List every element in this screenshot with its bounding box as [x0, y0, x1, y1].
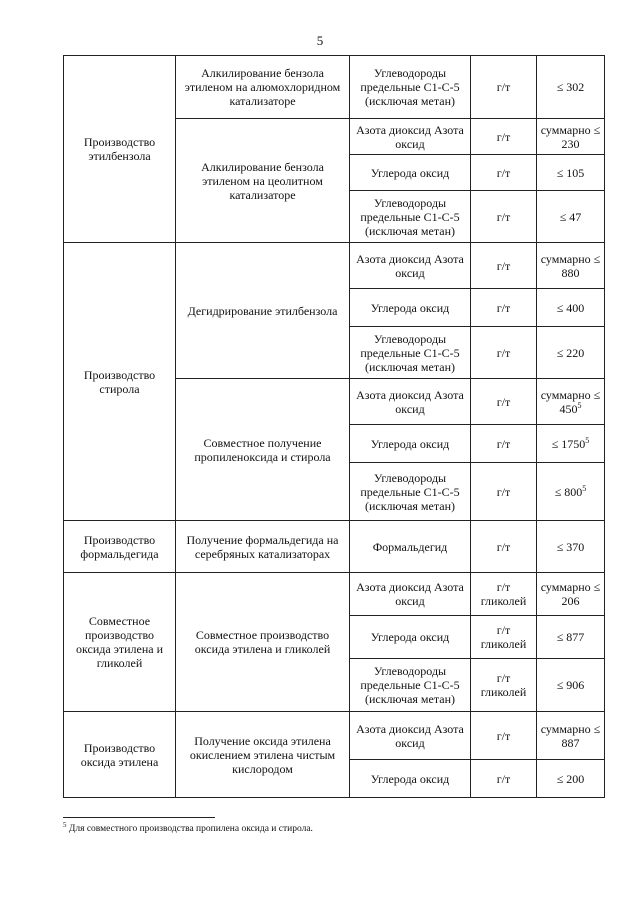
value-cell: ≤ 906 [537, 659, 605, 712]
value-cell: суммарно ≤ 887 [537, 712, 605, 760]
production-cell: Производство формальдегида [64, 521, 176, 573]
value-cell: ≤ $1750^5$ [537, 425, 605, 463]
substance-cell: Углерода оксид [350, 760, 471, 798]
process-cell: Совместное производство оксида этилена и гликолей [176, 573, 350, 712]
table-row [64, 712, 605, 760]
substance-cell: Углерода оксид [350, 425, 471, 463]
substance-cell: Углеводороды предельные С1-С-5 (исключая метан) [350, 659, 471, 712]
substance-cell: Формальдегид [350, 521, 471, 573]
production-cell: Производство этилбензола [64, 56, 176, 243]
substance-cell: Азота диоксид Азота оксид [350, 573, 471, 616]
table-row [64, 56, 605, 119]
value-cell: суммарно ≤ 230 [537, 119, 605, 155]
value-cell: ≤ 302 [537, 56, 605, 119]
value-cell: суммарно ≤ 206 [537, 573, 605, 616]
value-cell: ≤ 877 [537, 616, 605, 659]
substance-cell: Азота диоксид Азота оксид [350, 243, 471, 289]
table-row [64, 243, 605, 289]
value-cell: суммарно ≤ $450^5$ [537, 379, 605, 425]
unit-cell: г/т [471, 327, 537, 379]
substance-cell: Углеводороды предельные С1-С-5 (исключая метан) [350, 327, 471, 379]
unit-cell: г/т [471, 712, 537, 760]
value-cell: ≤ 370 [537, 521, 605, 573]
value-cell: суммарно ≤ 880 [537, 243, 605, 289]
substance-cell: Углерода оксид [350, 289, 471, 327]
process-cell: Алкилирование бензола этиленом на алюмохлоридном катализаторе [176, 56, 350, 119]
process-cell: Алкилирование бензола этиленом на цеолитном катализаторе [176, 119, 350, 243]
footnote-rule [63, 817, 215, 818]
production-cell: Производство оксида этилена [64, 712, 176, 798]
unit-cell: г/т [471, 155, 537, 191]
page-number: 5 [316, 33, 324, 48]
emissions-table [63, 55, 605, 798]
production-cell: Производство стирола [64, 243, 176, 521]
unit-cell: г/т [471, 379, 537, 425]
footnote [63, 820, 313, 834]
value-cell: ≤ 47 [537, 191, 605, 243]
value-cell: ≤ 220 [537, 327, 605, 379]
unit-cell: г/т [471, 463, 537, 521]
substance-cell: Углеводороды предельные С1-С-5 (исключая метан) [350, 56, 471, 119]
production-cell: Совместное производство оксида этилена и гликолей [64, 573, 176, 712]
unit-cell: г/т [471, 760, 537, 798]
substance-cell: Углеводороды предельные С1-С-5 (исключая метан) [350, 463, 471, 521]
unit-cell: г/т [471, 119, 537, 155]
unit-cell: г/т [471, 56, 537, 119]
unit-cell: г/т [471, 191, 537, 243]
table-row [64, 573, 605, 616]
footnote-mark: 5 [63, 820, 67, 829]
substance-cell: Углерода оксид [350, 155, 471, 191]
value-cell: ≤ 400 [537, 289, 605, 327]
unit-cell: г/т [471, 425, 537, 463]
substance-cell: Азота диоксид Азота оксид [350, 379, 471, 425]
value-cell: ≤ 200 [537, 760, 605, 798]
process-cell: Дегидрирование этилбензола [176, 243, 350, 379]
process-cell: Совместное получение пропиленоксида и стирола [176, 379, 350, 521]
substance-cell: Углерода оксид [350, 616, 471, 659]
substance-cell: Азота диоксид Азота оксид [350, 119, 471, 155]
footnote-text: Для совместного производства пропилена оксида и стирола. [68, 824, 313, 834]
unit-cell: г/т гликолей [471, 573, 537, 616]
process-cell: Получение оксида этилена окислением этилена чистым кислородом [176, 712, 350, 798]
table-row [64, 521, 605, 573]
process-cell: Получение формальдегида на серебряных катализаторах [176, 521, 350, 573]
unit-cell: г/т [471, 521, 537, 573]
unit-cell: г/т гликолей [471, 616, 537, 659]
unit-cell: г/т [471, 289, 537, 327]
substance-cell: Углеводороды предельные С1-С-5 (исключая метан) [350, 191, 471, 243]
substance-cell: Азота диоксид Азота оксид [350, 712, 471, 760]
unit-cell: г/т [471, 243, 537, 289]
value-cell: ≤ $800^5$ [537, 463, 605, 521]
value-cell: ≤ 105 [537, 155, 605, 191]
unit-cell: г/т гликолей [471, 659, 537, 712]
